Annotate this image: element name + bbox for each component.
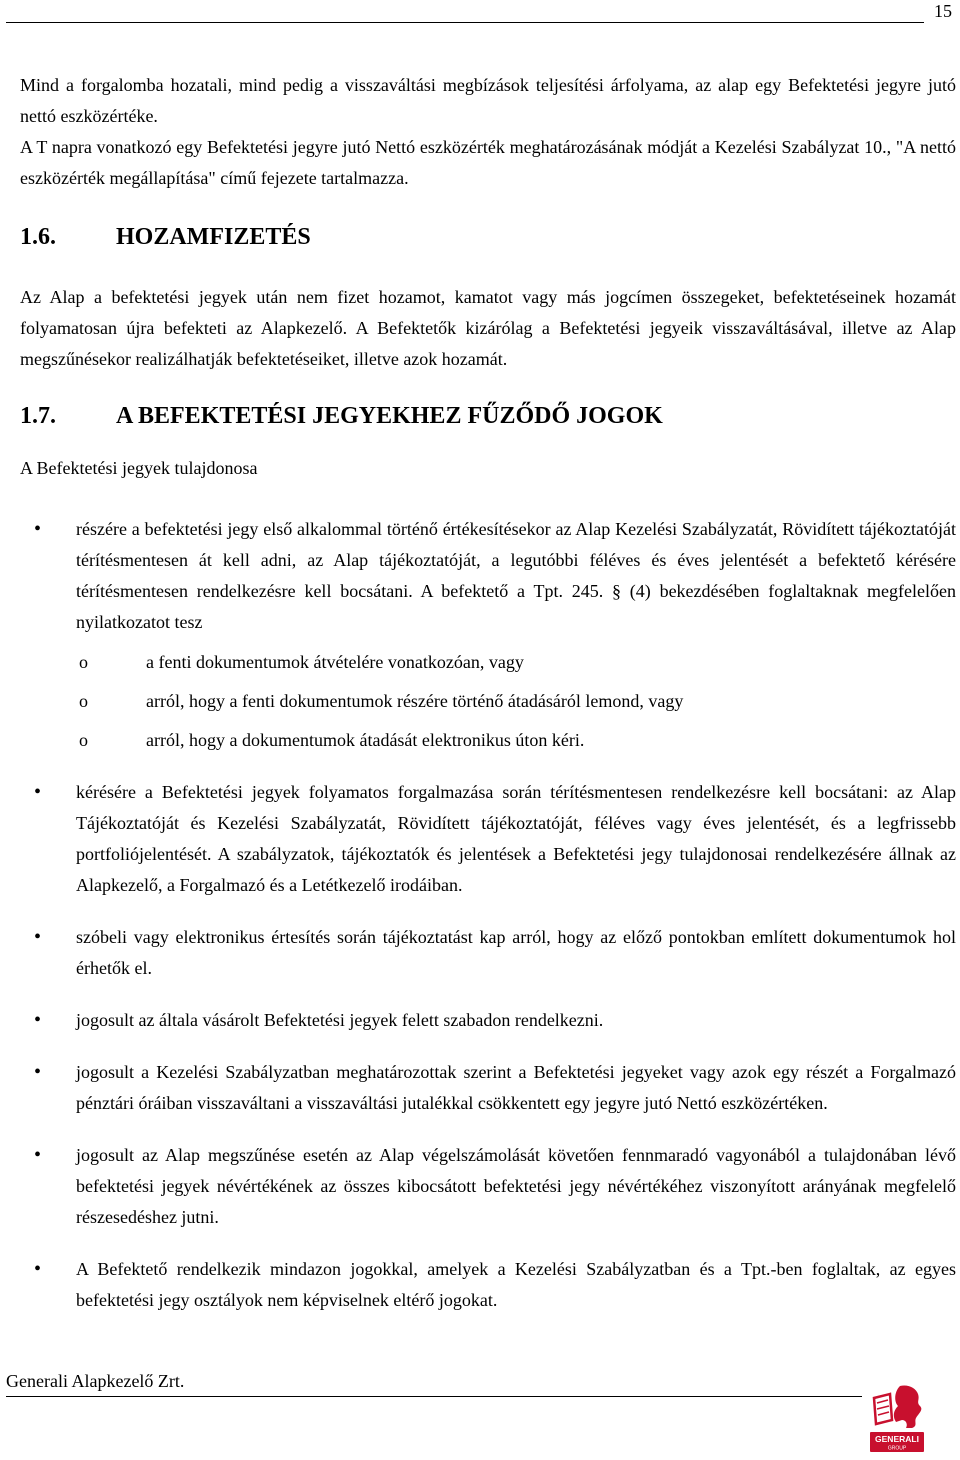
sub-list-item-text: a fenti dokumentumok átvételére vonatkozóan, vagy (146, 652, 524, 672)
rights-intro: A Befektetési jegyek tulajdonosa (20, 458, 258, 478)
document-body (20, 70, 956, 1337)
header-rule (6, 22, 924, 23)
generali-lion-logo-icon (866, 1380, 928, 1456)
bullet-icon: • (34, 781, 42, 803)
sub-list-item-text: arról, hogy a dokumentumok átadását elektronikus úton kéri. (146, 730, 585, 750)
list-item-text: részére a befektetési jegy első alkalommal történő értékesítésekor az Alap Kezelési Szabályzatát, Rövidített tájékoztatóját térítésmentesen át kell adni, az Alap tájékoztatóját, a legutóbbi féléves és éves jelentését a befektető kérésére térítésmentesen rendelkezésre kell bocsátani. A befektető a Tpt. 245. § (4) bekezdésében foglaltaknak megfelelően nyilatkozatot tesz (76, 519, 956, 632)
bullet-icon: • (34, 1258, 42, 1280)
sub-list (76, 647, 956, 756)
section-title: HOZAMFIZETÉS (116, 224, 311, 250)
list-item (20, 1254, 956, 1316)
bullet-icon: • (34, 518, 42, 540)
sub-list-item (76, 725, 956, 756)
section-number: 1.6. (20, 224, 56, 250)
footer-company: Generali Alapkezelő Zrt. (6, 1371, 185, 1391)
list-item-text: jogosult a Kezelési Szabályzatban meghatározottak szerint a Befektetési jegyeket vagy azok egy részét a Forgalmazó pénztári óráiban visszaváltani a visszaváltási jutalékkal csökkentett egy jegyre jutó Nettó eszközértéken. (76, 1062, 956, 1113)
logo-group-text: GROUP (887, 1445, 907, 1452)
circle-bullet-icon: o (79, 691, 88, 711)
circle-bullet-icon: o (79, 652, 88, 672)
bullet-icon: • (34, 1144, 42, 1166)
rights-list (20, 514, 956, 1316)
sub-list-item (76, 686, 956, 717)
bullet-icon: • (34, 1061, 42, 1083)
list-item-text: jogosult az Alap megszűnése esetén az Alap végelszámolását követően fennmaradó vagyonából a tulajdonában lévő befektetési jegyek névértékének az összes kibocsátott befektetési jegy névértékéhez viszonyított arányának megfelelő részesedéshez jutni. (76, 1145, 956, 1227)
bullet-icon: • (34, 1009, 42, 1031)
section-heading-jogok (20, 401, 956, 431)
paragraph-nav-price: Mind a forgalomba hozatali, mind pedig a visszaváltási megbízások teljesítési árfolyama, az alap egy Befektetési jegyre jutó nettó eszközértéke. (20, 75, 956, 126)
list-item (20, 514, 956, 756)
page-number: 15 (934, 1, 952, 21)
circle-bullet-icon: o (79, 730, 88, 750)
list-item-text: kérésére a Befektetési jegyek folyamatos forgalmazása során térítésmentesen rendelkezésre kell bocsátani: az Alap Tájékoztatóját és Kezelési Szabályzatát, Rövidített tájékoztatóját, féléves vagy éves jelentését, és a legfrissebb portfoliójelentését. A szabályzatok, tájékoztatók és jelentések a Befektetési jegy tulajdonosai rendelkezésére állnak az Alapkezelő, a Forgalmazó és a Letétkezelő irodáiban. (76, 782, 956, 895)
list-item (20, 777, 956, 901)
list-item-text: jogosult az általa vásárolt Befektetési jegyek felett szabadon rendelkezni. (76, 1010, 604, 1030)
logo-wordmark: GENERALI (875, 1434, 919, 1444)
list-item-text: szóbeli vagy elektronikus értesítés során tájékoztatást kap arról, hogy az előző pontokban említett dokumentumok hol érhetők el. (76, 927, 956, 978)
list-item (20, 1005, 956, 1036)
sub-list-item (76, 647, 956, 678)
section-body-hozamfizetes: Az Alap a befektetési jegyek után nem fizet hozamot, kamatot vagy más jogcímen összegeket, befektetéseinek hozamát folyamatosan újra befekteti az Alapkezelő. A Befektetők kizárólag a Befektetési jegyeik visszaváltásával, illetve az Alap megszűnésekor realizálhatják befektetéseiket, illetve azok hozamát. (20, 287, 956, 369)
sub-list-item-text: arról, hogy a fenti dokumentumok részére történő átadásáról lemond, vagy (146, 691, 684, 711)
footer-rule (6, 1396, 862, 1397)
paragraph-nav-method: A T napra vonatkozó egy Befektetési jegyre jutó Nettó eszközérték meghatározásának módját a Kezelési Szabályzat 10., "A nettó eszközérték megállapítása" című fejezete tartalmazza. (20, 137, 956, 188)
bullet-icon: • (34, 926, 42, 948)
section-title: A BEFEKTETÉSI JEGYEKHEZ FŰZŐDŐ JOGOK (116, 403, 663, 429)
section-heading-hozamfizetes (20, 222, 956, 252)
list-item (20, 922, 956, 984)
section-number: 1.7. (20, 403, 56, 429)
list-item (20, 1057, 956, 1119)
list-item (20, 1140, 956, 1233)
list-item-text: A Befektető rendelkezik mindazon jogokkal, amelyek a Kezelési Szabályzatban és a Tpt.-ben foglaltak, az egyes befektetési jegy osztályok nem képviselnek eltérő jogokat. (76, 1259, 956, 1310)
